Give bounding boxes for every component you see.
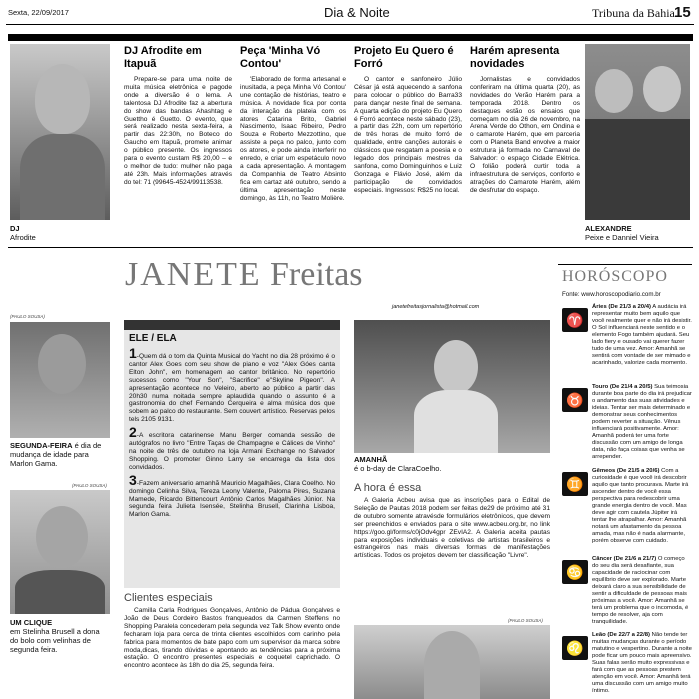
clara-caption — [354, 455, 550, 473]
leo-icon: ♌ — [562, 636, 588, 660]
dj-afrodite-photo — [10, 44, 110, 220]
horoscope-entry-leao: Leão (De 22/7 a 22/8) Não tende ter muitas mudanças durante o período matutino e vespertino. Durante a noite pode ficar um pouco mais apreensivo. Suas falas serão muito expressivas e fará com que as pessoas prestem atenção em você. Amor: Amanhã terá uma discussão com um amigo muito íntimo. — [592, 632, 692, 694]
horoscope-entry-gemeos: Gêmeos (De 21/5 a 20/6) Com a curiosidade é que você irá descobrir aquilo que tanto procurava. Marte irá ascender dentro de você essa perspectiva para redescobrir uma grande energia dentro de você. Mas deve agir com cautela Júpiter irá tentar lhe atrapalhar. Amor: Amanhã notará um afastamento da pessoa amada, mas não é nada alarmante, porém observe com cuidado. — [592, 468, 689, 544]
article-eu-quero-e-forro — [354, 45, 462, 195]
caption-head: UM CLIQUE — [10, 618, 53, 627]
article-body: Prepare-se para uma noite de muita música eletrônica e pagode onde a diversão é o lema. A talentosa DJ Afrodite faz a abertura do show das bandas Ahashtag e Guettho é Guetto. O evento, que será realizado nesta sexta-feira, a partir das 22:30h, no Boteco do Gaucho em Itapuã, promete animar o público presente. Os ingressos para o evento custam R$ 20,00 – e o melhor de tudo: mulher não paga até 23h. Mais informações através do tel: 71 (99645-4524/99113538. — [124, 76, 232, 186]
portrait-head-shape — [424, 631, 480, 699]
portrait-body-shape — [414, 390, 498, 453]
alexandre-caption — [585, 224, 659, 242]
clara-coelho-photo — [354, 320, 550, 453]
section-divider — [8, 247, 693, 248]
header-paper: Tribuna da Bahia — [592, 6, 675, 20]
article-harem — [470, 45, 580, 195]
article-title: Projeto Eu Quero é Forró — [354, 45, 454, 70]
column-name-last: Freitas — [270, 256, 363, 293]
section-body: Camilla Carla Rodrigues Gonçalves, Antônio de Pádua Gonçalves e João de Deus Cordeiro Bastos franqueados da Carmen Steffens no Shopping Paralela concederam pela segunda vez Talk Show evento onde fecharam loja para cerca de trinta clientes escolhidos com carinho pela fabrica para momentos de bate papo com um supervisor da marca sobre moda,dicas, tirando dúvidas e apontando as tendências para a próxima estação. O encontro presentes especiais e coquetel caprichado. O encontro acontece às 18h do dia 25, segunda feira. — [124, 607, 340, 670]
top-band-rule — [8, 34, 693, 41]
caption-head: AMANHÃ — [354, 455, 388, 464]
horoscope-title: HORÓSCOPO — [562, 268, 668, 285]
section-body: A Galeria Acbeu avisa que as inscrições para o Edital de Seleção de Pautas 2018 podem ser feitas de29 de próximo até 31 de outubro somente atravésde formulários eletrônicos, que devem ser preenchidos e enviados para o site www.acbeu.org.br, no link https://goo.gl/forms/c0jOdv4gpr ZEvIA2. A Galeria aceita pautas para exposições individuais e coletivas de artistas brasileiros e estrangeiros nas mais diversas formas de manifestações artísticas. Todos os projetos devem ter classificação "Livre". — [354, 497, 550, 560]
portrait-head-shape — [643, 66, 681, 112]
column-name-first: JANETE — [125, 256, 262, 293]
article-minha-vo-contou — [240, 45, 346, 203]
photo-credit: (PAULO SOUSA) — [10, 314, 45, 319]
clientes-especiais — [124, 592, 340, 670]
article-title: Harém apresenta novidades — [470, 45, 560, 70]
stelinha-caption — [10, 618, 110, 654]
marlon-gama-photo — [10, 322, 110, 438]
gemini-icon: ♊ — [562, 472, 588, 496]
horoscope-entry-touro: Touro (De 21/4 a 20/5) Sua teimosia durante boa parte do dia irá prejudicar o andamento das suas atividades e ideias. Tentar ser mais determinado e demonstrar seus conhecimentos podem reverter a situação. Vênus influenciará positivamente. Amor: Amanhã poderá ter uma forte discussão com um amigo de longa data, não faça coisas que venha se arrepender. — [592, 384, 692, 460]
alexandre-danniel-photo — [585, 44, 690, 220]
caption-head: SEGUNDA-FEIRA — [10, 441, 73, 450]
photo-credit: (PAULO SOUSA) — [508, 618, 543, 623]
aries-icon: ♈ — [562, 308, 588, 332]
ele-ela-item: 1-Quem dá o tom da Quinta Musical do Yacht no dia 28 próximo é o cantor Alex Goes com seu show de piano e voz "Alex Góes canta Elton John", em homenagem ao cantor britânico. No repertório sucessos como "Your Son", "Sacrifice" e"Skyline Pigeon". A apresentação acontece no Veleiro, aberto ao público a partir das 20h30 numa noitada sempre aplaudida quando o assunto é a gastronomia do chef Fernando Cerqueira e alma música dos que sobem ao palco do restaurante. Sem couvert artístico. Reservas pelos tels 2105 9131. — [129, 345, 335, 424]
page-header — [6, 3, 694, 25]
caption-body: é dia de mudança de idade para Marlon Gama. — [10, 441, 102, 468]
ele-ela-item: 3-Fazem aniversario amanhã Mauricio Magalhães, Clara Coelho. No domingo Celinha Silva, Tereza Leony Valente, Paloma Pires, Suzana Mamede, Ricardo Bittencourt Antônio Carlos Magalhães Júnior. Na segunda feira Julieta Isensée, Stelinha Brusell, Clarinha Lisboa, Marlon Gama. — [129, 471, 335, 519]
caption-body: em Stelinha Brusell a dona do bolo com velinhas de segunda feira. — [10, 627, 100, 654]
horoscope-source: Fonte: www.horoscopodiario.com.br — [562, 291, 661, 298]
portrait-head-shape — [36, 506, 88, 568]
ele-ela-bar — [124, 320, 340, 330]
horoscope-entry-aries: Áries (De 21/3 a 20/4) A audácia irá representar muito bem aquilo que você realmente quer e não irá desistir. O Sol influenciará neste sentido e o elemento Fogo também ajudará. Seu lado fiery e ousado vai querer fazer tudo de uma vez. Amor: Amanhã se sentirá com vontade de ser mimado e acarinhado, valorize cada momento. — [592, 304, 692, 366]
caption-name: ALEXANDRE — [585, 224, 632, 233]
bottom-portrait-photo — [354, 625, 550, 699]
photo-credit: (PAULO SOUSA) — [72, 483, 107, 488]
cancer-icon: ♋ — [562, 560, 588, 584]
section-title: A hora é essa — [354, 482, 422, 494]
horoscope-entry-cancer: Câncer (De 21/6 a 21/7) O começo do seu dia será desafiante, sua capacidade de raciocinar com equilíbrio deve ser explorado. Marte deixará claro a sua sensibilidade de sentir a dificuldade de pessoas mais próximas a você. Amor: Amanhã se terá um problema que o incomoda, é tempo de resolver, aja com tranquilidade. — [592, 556, 689, 625]
portrait-head-shape — [38, 334, 86, 394]
ele-ela-items — [129, 345, 335, 519]
horoscope-rule — [558, 264, 692, 265]
article-dj-afrodite — [124, 45, 232, 187]
dj-caption — [10, 224, 36, 242]
ele-ela-box — [124, 320, 340, 588]
article-body: 'Elaborado de forma artesanal e inusitada, a peça Minha Vó Contou' une contação de histórias, teatro e música. A novidade fica por conta da interação da plateia com os atores Catarina Brito, Gabriel Nascimento, Isaac Ribeiro, Pedro Souza e Roberto Mezzottino, que assiste a peça no palco, junto com os atores, e pode ainda interferir no enredo, e criar um espetáculo novo a cada apresentação. A montagem da Companhia de Teatro Absinto fica em cartaz até outubro, sendo a última apresentação neste domingo, às 11h, no Teatro Molière. — [240, 76, 346, 202]
caption-desc: Peixe e Danniel Vieira — [585, 233, 659, 242]
dj-caption-name: DJ — [10, 224, 20, 233]
portrait-body-shape — [585, 119, 690, 220]
taurus-icon: ♉ — [562, 388, 588, 412]
stelinha-brusell-photo — [10, 490, 110, 614]
marlon-caption — [10, 441, 110, 468]
section-title: Clientes especiais — [124, 592, 213, 604]
ele-ela-item: 2-A escritora catarinense Manu Berger comanda sessão de autógrafos no livro "Entre Taças de Champagne e Cálices de Vinho" na noite de três de outubro na loja Armani Exchange no Salvador Shopping. O promoter Ginno Larry se encarrega da lista dos convidados. — [129, 424, 335, 471]
portrait-head-shape — [35, 64, 90, 134]
caption-body: é o b-day de ClaraCoelho. — [354, 464, 442, 473]
page-number: 15 — [674, 4, 691, 21]
portrait-head-shape — [434, 340, 478, 394]
article-body: Jornalistas e convidados conferiram na última quarta (20), as novidades do Verão Harém para a temporada 2018. Dentro os destaques estão os ensaios que começam no dia 26 de novembro, na Arena Verde do Othon, em Ondina e o camarote Harém, que em parceria com o Planeta Band envolve a maior estrutura já formada no Carnaval de Salvador: o espaço Cidade Elétrica. O folião poderá curtir toda a infraestrutura de serviços, conforto e atrações do Camarote Harém, além de desfrutar do espaço. — [470, 76, 580, 194]
hora-e-essa — [354, 482, 550, 560]
ele-ela-title: ELE / ELA — [129, 333, 177, 344]
article-title: Peça 'Minha Vó Contou' — [240, 45, 321, 70]
portrait-body-shape — [15, 570, 105, 614]
header-section: Dia & Noite — [324, 5, 390, 20]
header-date: Sexta, 22/09/2017 — [8, 8, 69, 17]
article-title: DJ Afrodite em Itapuã — [124, 45, 202, 70]
portrait-head-shape — [595, 69, 633, 113]
article-body: O cantor e sanfoneiro Júlio César já está aquecendo a sanfona para colocar o público do Barra33 para dançar neste final de semana. A quarta edição do projeto Eu Quero é Forró acontece neste sábado (23), a partir das 22h, com um repertório de três horas de muito forró de qualidade, entre canções autorais e clássicos que resgatam a poesia e o legado dos principais mestres da sanfona, como Dominguinhos e Luiz Gonzaga e Flávio José, além da participação de convidados especiais. Ingressos: R$25 no local. — [354, 76, 462, 194]
column-email: janetefreitasjornalista@hotmail.com — [392, 304, 480, 310]
portrait-body-shape — [20, 134, 105, 220]
dj-caption-desc: Afrodite — [10, 233, 36, 242]
